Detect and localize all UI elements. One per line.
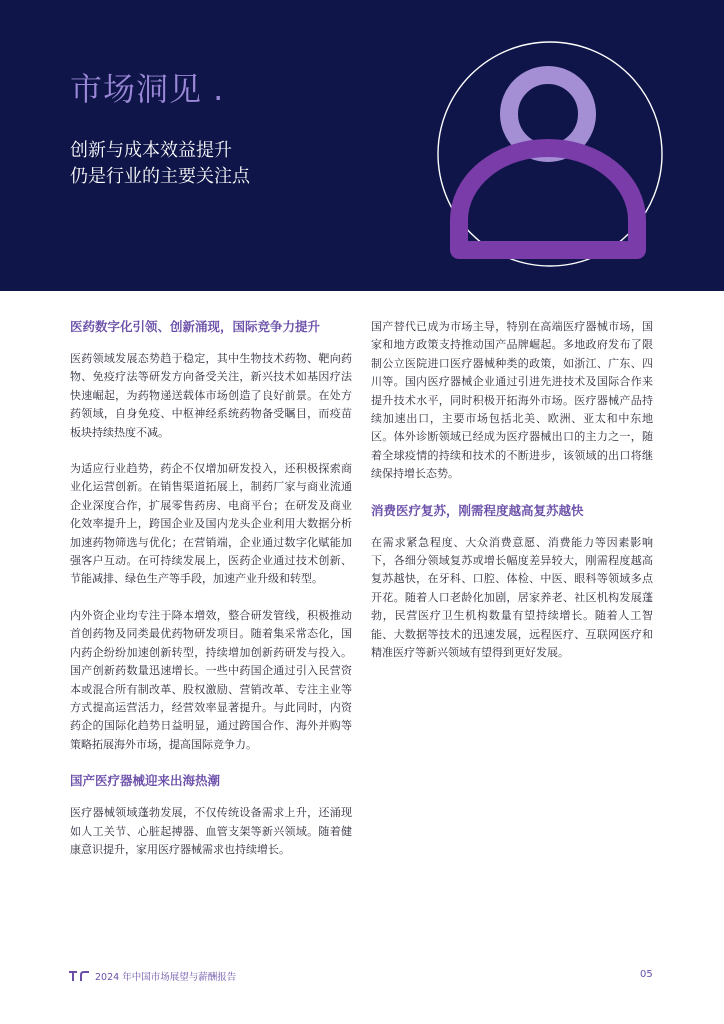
section-heading: 医药数字化引领、创新涌现，国际竞争力提升 <box>70 319 321 334</box>
brand-logo-icon <box>68 970 90 982</box>
footer <box>68 969 668 985</box>
hero-subtitle-line2: 仍是行业的主要关注点 <box>70 166 250 187</box>
hero-banner <box>0 0 724 291</box>
paragraph: 为适应行业趋势，药企不仅增加研发投入，还积极探索商业化运营创新。在销售渠道拓展上，制药厂家与商业流通企业深度合作，扩展零售药房、电商平台；在研发及商业化效率提升上，跨国企业及国内龙头企业利用大数据分析加速药物筛选与优化；在营销端，企业通过数字化赋能加强客户互动。在可持续发展上，医药企业通过技术创新、节能减排、绿色生产等手段，加速产业升级和转型。 <box>70 462 352 586</box>
page-number: 05 <box>640 969 653 980</box>
paragraph: 医药领域发展态势趋于稳定，其中生物技术药物、靶向药物、免疫疗法等研发方向备受关注，新兴技术如基因疗法快速崛起，为药物递送载体市场创造了良好前景。在处方药领域，自身免疫、中枢神经系统药物备受瞩目，而疫苗板块持续热度不减。 <box>70 352 352 439</box>
paragraph: 国产替代已成为市场主导，特别在高端医疗器械市场，国家和地方政策支持推动国产品牌崛起。多地政府发布了限制公立医院进口医疗器械种类的政策，如浙江、广东、四川等。国内医疗器械企业通过引进先进技术及国际合作来提升技术水平，同时积极开拓海外市场。医疗器械产品持续加速出口，主要市场包括北美、欧洲、亚太和中东地区。体外诊断领域已经成为医疗器械出口的主力之一，随着全球疫情的持续和技术的不断进步，该领域的出口将继续保持增长态势。 <box>371 320 653 481</box>
person-icon <box>430 36 670 276</box>
paragraph: 医疗器械领域蓬勃发展，不仅传统设备需求上升，还涌现如人工关节、心脏起搏器、血管支架等新兴领域。随着健康意识提升，家用医疗器械需求也持续增长。 <box>70 806 352 856</box>
hero-subtitle-line1: 创新与成本效益提升 <box>70 140 232 161</box>
right-column <box>371 318 653 681</box>
paragraph: 内外资企业均专注于降本增效，整合研发管线，积极推动首创药物及同类最优药物研发项目。随着集采常态化，国内药企纷纷加速创新转型，持续增加创新药研发与投入。国产创新药数量迅速增长。一些中药国企通过引入民营资本或混合所有制改革、股权激励、营销改革、专注主业等方式提高运营活力，经营效率显著提升。与此同时，内资药企的国际化趋势日益明显，通过跨国合作、海外并购等策略拓展海外市场，提高国际竞争力。 <box>70 608 352 751</box>
section-heading: 消费医疗复苏，刚需程度越高复苏越快 <box>371 502 584 518</box>
page-title: 市场洞见 . <box>70 70 225 108</box>
footer-report-title: 2024 年中国市场展望与薪酬报告 <box>95 972 237 983</box>
paragraph: 在需求紧急程度、大众消费意愿、消费能力等因素影响下，各细分领域复苏或增长幅度差异较大，刚需程度越高复苏越快，在牙科、口腔、体检、中医、眼科等领域多点开花。随着人口老龄化加剧，居家养老、社区机构发展蓬勃，民营医疗卫生机构数量有望持续增长。随着人工智能、大数据等技术的迅速发展，远程医疗、互联网医疗和精准医疗等新兴领域有望得到更好发展。 <box>371 535 653 660</box>
section-heading: 国产医疗器械迎来出海热潮 <box>70 773 221 789</box>
left-column <box>70 318 352 877</box>
